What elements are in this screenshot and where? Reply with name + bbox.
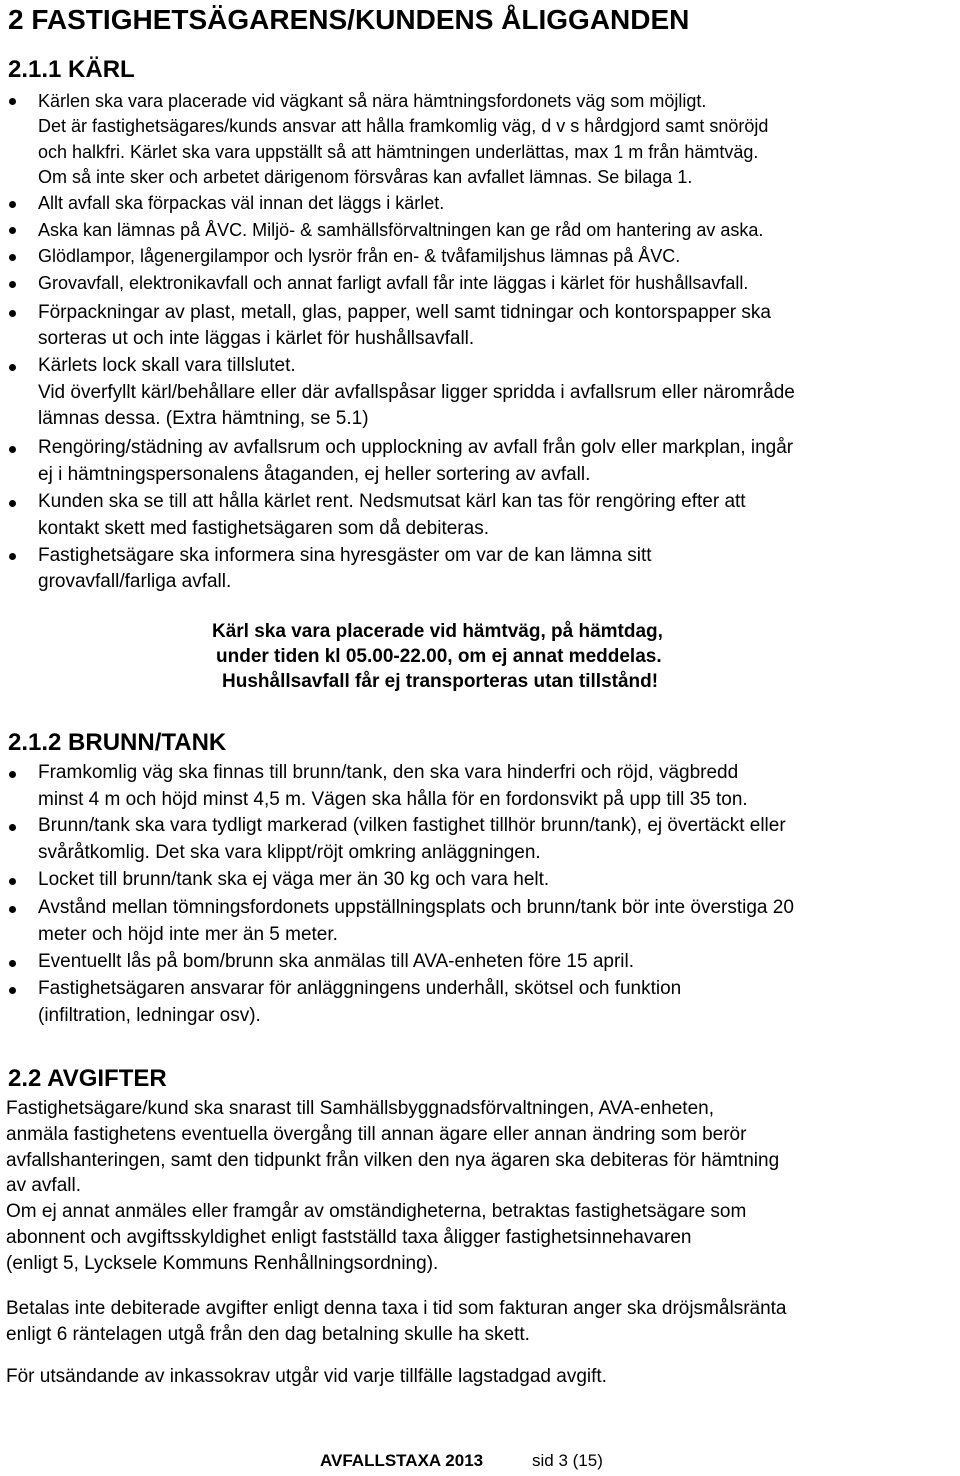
paragraph-line: Betalas inte debiterade avgifter enligt denna taxa i tid som fakturan anger ska dröjsmålsränta (6, 1298, 787, 1319)
bullet-icon (9, 553, 16, 560)
footer-title: AVFALLSTAXA 2013 (320, 1451, 484, 1470)
list-item: Om så inte sker och arbetet därigenom försvåras kan avfallet lämnas. Se bilaga 1. (38, 167, 693, 187)
list-item: (infiltration, ledningar osv). (38, 1005, 261, 1026)
paragraph-line: abonnent och avgiftsskyldighet enligt fastställd taxa åligger fastighetsinnehavaren (6, 1227, 692, 1248)
list-item: Brunn/tank ska vara tydligt markerad (vilken fastighet tillhör brunn/tank), ej övertäckt eller (38, 815, 786, 836)
list-item: svåråtkomlig. Det ska vara klippt/röjt omkring anläggningen. (38, 842, 541, 863)
list-item: och halkfri. Kärlet ska vara uppställt så att hämtningen underlättas, max 1 m från hämtväg. (38, 142, 759, 162)
bullet-icon (9, 824, 16, 831)
list-item: Kärlen ska vara placerade vid vägkant så nära hämtningsfordonets väg som möjligt. (38, 91, 707, 111)
notice-block (212, 621, 782, 692)
list-item: Glödlampor, lågenergilampor och lysrör från en- & tvåfamiljshus lämnas på ÅVC. (38, 246, 681, 266)
list-item: Förpackningar av plast, metall, glas, papper, well samt tidningar och kontorspapper ska (38, 302, 771, 323)
bullet-icon (9, 987, 16, 994)
section-heading-avgifter: 2.2 AVGIFTER (8, 1065, 167, 1092)
bullet-icon (9, 364, 16, 371)
bullet-icon (9, 227, 16, 234)
list-item: ej i hämtningspersonalens åtaganden, ej heller sortering av avfall. (38, 464, 591, 485)
bullet-icon (9, 878, 16, 885)
bullet-icon (9, 310, 16, 317)
list-item: Aska kan lämnas på ÅVC. Miljö- & samhällsförvaltningen kan ge råd om hantering av aska. (38, 220, 764, 240)
bullet-icon (9, 446, 16, 453)
notice-line: Kärl ska vara placerade vid hämtväg, på hämtdag, (212, 621, 663, 642)
paragraph-line: enligt 6 räntelagen utgå från den dag betalning skulle ha skett. (6, 1324, 530, 1345)
paragraph-line: avfallshanteringen, samt den tidpunkt från vilken den nya ägaren ska debiteras för hämtning (6, 1150, 780, 1171)
list-item: grovavfall/farliga avfall. (38, 571, 232, 592)
list-item: Kärlets lock skall vara tillslutet. (38, 355, 296, 376)
section-heading-brunn-tank: 2.1.2 BRUNN/TANK (8, 729, 227, 756)
notice-line: Hushållsavfall får ej transporteras utan tillstånd! (222, 671, 659, 692)
list-item: kontakt skett med fastighetsägaren som då debiteras. (38, 518, 489, 539)
list-item: Avstånd mellan tömningsfordonets uppställningsplats och brunn/tank bör inte överstiga 20 (38, 897, 794, 918)
list-item: Allt avfall ska förpackas väl innan det läggs i kärlet. (38, 193, 445, 213)
bullet-icon (9, 771, 16, 778)
notice-line: under tiden kl 05.00-22.00, om ej annat meddelas. (216, 646, 662, 667)
main-heading: 2 FASTIGHETSÄGARENS/KUNDENS ÅLIGGANDEN (8, 4, 690, 35)
list-item: sorteras ut och inte läggas i kärlet för hushållsavfall. (38, 328, 475, 349)
list-item: Kunden ska se till att hålla kärlet rent. Nedsmutsat kärl kan tas för rengöring efter att (38, 491, 746, 512)
list-item: Fastighetsägaren ansvarar för anläggningens underhåll, skötsel och funktion (38, 978, 682, 999)
paragraph-line: anmäla fastighetens eventuella övergång till annan ägare eller annan ändring som berör (6, 1124, 747, 1145)
bullet-icon (9, 960, 16, 967)
list-item: meter och höjd inte mer än 5 meter. (38, 924, 338, 945)
list-item: lämnas dessa. (Extra hämtning, se 5.1) (38, 408, 369, 429)
section-heading-kärl: 2.1.1 KÄRL (8, 56, 135, 83)
list-item: Rengöring/städning av avfallsrum och upplockning av avfall från golv eller markplan, ingår (38, 437, 794, 458)
bullet-icon (9, 281, 16, 288)
list-item: Det är fastighetsägares/kunds ansvar att hålla framkomlig väg, d v s hårdgjord samt snöröjd (38, 116, 769, 136)
list-item: Locket till brunn/tank ska ej väga mer än 30 kg och vara helt. (38, 869, 550, 890)
paragraph-line: av avfall. (6, 1175, 81, 1196)
footer-page-number: sid 3 (15) (532, 1451, 603, 1470)
list-item: Eventuellt lås på bom/brunn ska anmälas till AVA-enheten före 15 april. (38, 951, 635, 972)
bullet-icon (9, 201, 16, 208)
paragraph-line: Om ej annat anmäles eller framgår av omständigheterna, betraktas fastighetsägare som (6, 1201, 747, 1222)
list-item: Grovavfall, elektronikavfall och annat farligt avfall får inte läggas i kärlet för hushållsavfall. (38, 273, 749, 293)
bullet-icon (9, 254, 16, 261)
list-item: Vid överfyllt kärl/behållare eller där avfallspåsar ligger spridda i avfallsrum eller närområde (38, 382, 795, 403)
paragraph-line: För utsändande av inkassokrav utgår vid varje tillfälle lagstadgad avgift. (6, 1366, 607, 1387)
paragraph-line: Fastighetsägare/kund ska snarast till Samhällsbyggnadsförvaltningen, AVA-enheten, (6, 1098, 714, 1119)
list-item: minst 4 m och höjd minst 4,5 m. Vägen ska hålla för en fordonsvikt på upp till 35 ton. (38, 789, 748, 810)
list-item: Framkomlig väg ska finnas till brunn/tank, den ska vara hinderfri och röjd, vägbredd (38, 762, 739, 783)
bullet-icon (9, 906, 16, 913)
paragraph-line: (enligt 5, Lycksele Kommuns Renhållningsordning). (6, 1253, 439, 1274)
bullet-icon (9, 500, 16, 507)
bullet-icon (9, 98, 16, 105)
list-item: Fastighetsägare ska informera sina hyresgäster om var de kan lämna sitt (38, 545, 652, 566)
